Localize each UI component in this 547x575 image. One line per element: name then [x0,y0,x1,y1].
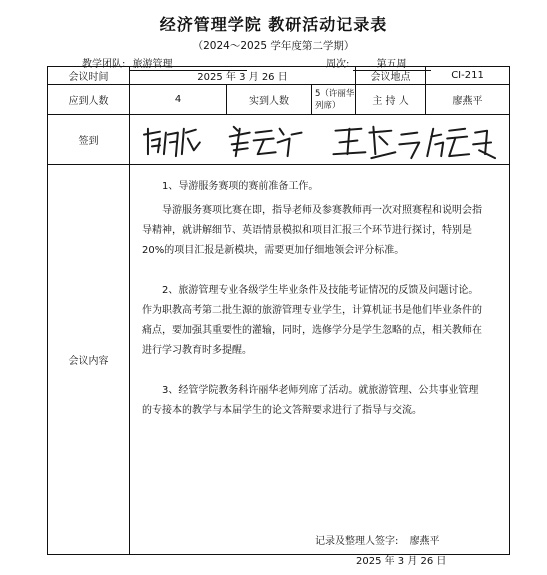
host-value: 廖燕平 [426,85,510,115]
signature-2 [230,127,302,156]
meeting-content [130,165,510,555]
place-value: CI-211 [426,67,510,85]
team-value: 旅游管理 [129,55,247,71]
recorder-value: 廖燕平 [409,536,440,547]
document-subtitle: （2024～2025 学年度第二学期） [192,40,355,52]
signature-area [130,115,510,165]
recorder-label: 记录及整理人签字: [315,536,399,547]
time-label: 会议时间 [48,67,130,85]
record-table [47,66,510,555]
place-label: 会议地点 [356,67,426,85]
time-row [48,67,510,85]
handwritten-signatures [130,115,509,164]
actual-value: 5（许丽华列席） [312,85,356,115]
host-label: 主 持 人 [356,85,426,115]
time-value: 2025 年 3 月 26 日 [130,67,356,85]
signin-label: 签到 [48,115,130,165]
expected-value: 4 [130,85,227,115]
attendance-row [48,85,510,115]
item-1-title: 1、导游服务赛项的赛前准备工作。 [162,181,319,192]
recorder-field [315,532,440,547]
record-date: 2025 年 3 月 26 日 [356,556,447,567]
week-value: 第五周 [353,55,431,71]
content-label: 会议内容 [48,165,130,555]
expected-label: 应到人数 [48,85,130,115]
item-3: 3、经管学院教务科许丽华老师列席了活动。就旅游管理、公共事业管理的专接本的教学与本届学生的论文答辩要求进行了指导与交流。 [142,385,479,416]
item-2: 2、旅游管理专业各级学生毕业条件及技能考证情况的反馈及问题讨论。作为职教高考第二批生源的旅游管理专业学生，计算机证书是他们毕业条件的痛点，要加强其重要性的灌输，同时，选修学分是学生忽略的点，相关教师在进行学习教育时多提醒。 [142,285,482,356]
actual-label: 实到人数 [227,85,312,115]
item-1-body: 导游服务赛项比赛在即，指导老师及参赛教师再一次对照赛程和说明会指导精神，就讲解细节、英语情景模拟和项目汇报三个环节进行探讨，特别是 20%的项目汇报是新模块，需要更加仔细地领会评分标准。 [142,205,482,256]
team-label: 教学团队: [82,59,126,70]
signature-1 [144,129,200,156]
document-title: 经济管理学院 教研活动记录表 [159,15,388,34]
content-row [48,165,510,555]
signature-4 [427,129,495,158]
signature-3 [333,127,419,158]
signin-row [48,115,510,165]
week-label: 周次: [326,59,350,70]
